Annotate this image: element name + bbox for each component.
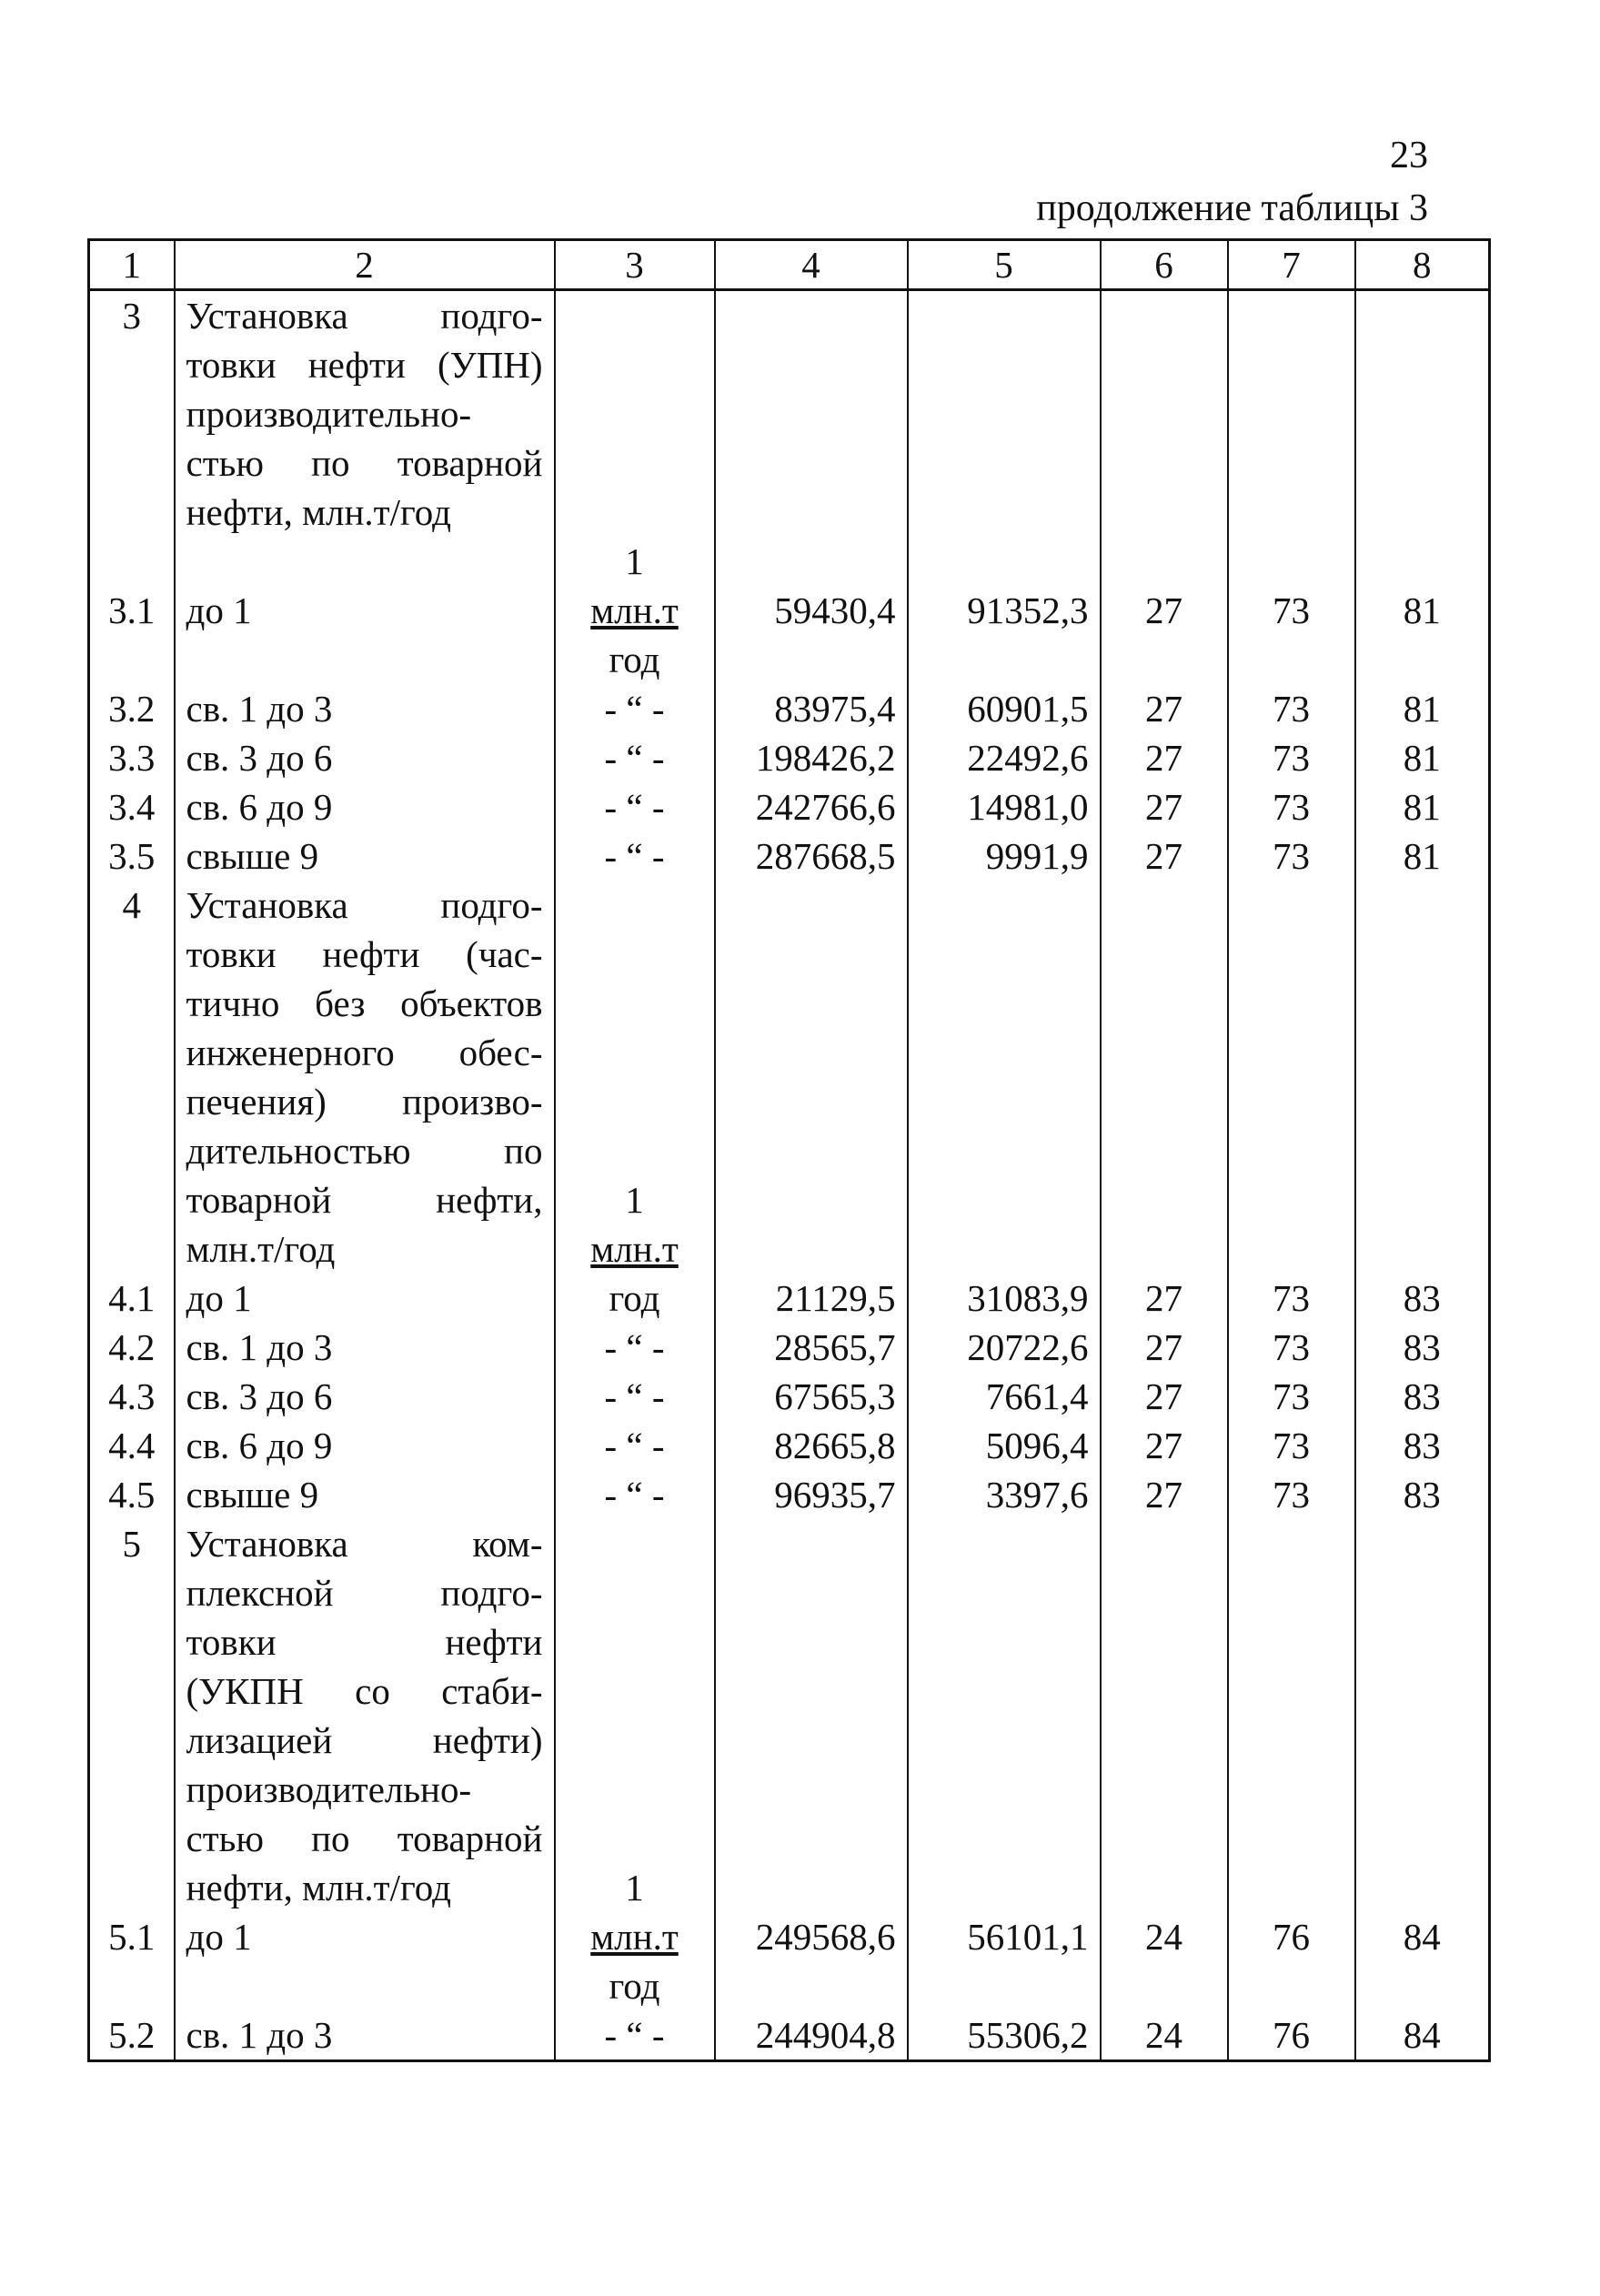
unit-cell [555,881,715,1274]
row-number: 3.3 [89,733,175,782]
group-number: 3 [89,290,175,538]
value-col5: 14981,0 [908,782,1101,831]
row-number: 3.4 [89,782,175,831]
table-row [89,684,1490,733]
group-title-line: Установка подго- [186,884,543,926]
group-title-line: дительностью по [186,1130,543,1172]
value-col6: 27 [1101,1470,1228,1519]
group-title-line: товки нефти (УПН) [186,344,543,386]
value-col4: 83975,4 [715,684,908,733]
group-title-line: стью по товарной [186,442,543,484]
row-number: 5.2 [89,2010,175,2061]
value-col5: 7661,4 [908,1372,1101,1421]
value-col8: 84 [1355,2010,1490,2061]
group-title-line: инженерного обес- [186,1032,543,1073]
row-number: 4.2 [89,1323,175,1372]
group-title-line: товарной нефти, [186,1179,543,1221]
row-number: 3.5 [89,831,175,881]
unit-numerator: млн.т [590,1228,679,1270]
row-name: св. 1 до 3 [175,684,555,733]
column-header: 8 [1355,240,1490,290]
value-col6: 27 [1101,831,1228,881]
value-col5: 91352,3 [967,589,1089,631]
unit-amount: 1 [625,1179,644,1221]
row-name: св. 1 до 3 [175,1323,555,1372]
value-col4: 244904,8 [715,2010,908,2061]
unit-ditto: - “ - [555,1372,715,1421]
value-col8: 81 [1355,782,1490,831]
group-title-line: производительно- [186,393,472,435]
group-number: 4 [89,881,175,1274]
row-number: 3.1 [108,589,156,631]
group-title-line: стью по товарной [186,1818,543,1859]
value-col4: 21129,5 [715,1274,908,1323]
unit-cell [555,1912,715,2010]
value-col5: 3397,6 [908,1470,1101,1519]
value-col6: 27 [1101,1323,1228,1372]
value-col5: 20722,6 [908,1323,1101,1372]
group-title-line: нефти, млн.т/год [186,1867,451,1908]
table-row [89,1372,1490,1421]
group-title-line: Установка ком- [186,1523,543,1565]
row-name: св. 6 до 9 [175,782,555,831]
group-number: 5 [89,1519,175,1912]
value-col8: 83 [1355,1421,1490,1470]
unit-denominator: год [609,639,660,680]
row-name: до 1 [175,1912,555,2010]
value-col6: 27 [1101,684,1228,733]
unit-numerator: млн.т [590,1916,679,1958]
value-col8: 83 [1355,1470,1490,1519]
table-row [89,1421,1490,1470]
unit-ditto: - “ - [555,1323,715,1372]
unit-ditto: - “ - [555,2010,715,2061]
group-title-row [89,1519,1490,1912]
value-col8: 81 [1403,589,1441,631]
column-header: 3 [555,240,715,290]
row-name: свыше 9 [175,831,555,881]
group-title-line: тично без объектов [186,982,543,1024]
table-row [89,733,1490,782]
table-continuation-caption: продолжение таблицы 3 [1036,187,1428,229]
column-header: 2 [175,240,555,290]
table-row [89,1470,1490,1519]
value-col8: 81 [1355,831,1490,881]
row-number: 4.3 [89,1372,175,1421]
value-col4: 287668,5 [715,831,908,881]
column-header: 5 [908,240,1101,290]
value-col4: 242766,6 [715,782,908,831]
value-col4: 96935,7 [715,1470,908,1519]
value-col8: 81 [1355,733,1490,782]
value-col8: 81 [1355,684,1490,733]
unit-denominator: год [609,1965,660,2007]
row-name: св. 3 до 6 [175,733,555,782]
table-row [89,537,1490,684]
value-col6: 24 [1101,2010,1228,2061]
value-col4: 28565,7 [715,1323,908,1372]
table-row [89,2010,1490,2061]
value-col7: 76 [1228,1912,1355,2010]
unit-ditto: - “ - [555,733,715,782]
value-col6: 27 [1101,1421,1228,1470]
column-header: 7 [1228,240,1355,290]
column-header: 6 [1101,240,1228,290]
value-col4: 249568,6 [715,1912,908,2010]
value-col7: 73 [1228,684,1355,733]
row-name: до 1 [175,1274,555,1323]
value-col6: 24 [1101,1912,1228,2010]
value-col8: 83 [1355,1372,1490,1421]
group-title-line: плексной подго- [186,1572,543,1614]
group-title [175,290,555,538]
unit-numerator: млн.т [590,589,679,631]
value-col5: 5096,4 [908,1421,1101,1470]
value-col7: 73 [1228,831,1355,881]
unit-amount: 1 [625,540,644,582]
group-title-line: (УКПН со стаби- [186,1670,543,1712]
row-name: свыше 9 [175,1470,555,1519]
group-title-line: производительно- [186,1768,472,1810]
row-number: 4.1 [89,1274,175,1323]
unit-denominator: год [555,1274,715,1323]
group-title [175,1519,555,1912]
value-col4: 82665,8 [715,1421,908,1470]
data-table [87,238,1491,2062]
table-row [89,1323,1490,1372]
group-title-line: печения) произво- [186,1081,543,1123]
value-col7: 73 [1228,733,1355,782]
value-col7: 76 [1228,2010,1355,2061]
value-col7: 73 [1273,589,1310,631]
row-number: 4.4 [89,1421,175,1470]
row-name: св. 6 до 9 [175,1421,555,1470]
unit-amount: 1 [625,1867,644,1908]
value-col5: 22492,6 [908,733,1101,782]
value-col7: 73 [1228,782,1355,831]
value-col8: 84 [1355,1912,1490,2010]
header-row [89,240,1490,290]
group-title [175,881,555,1274]
group-title-row [89,881,1490,1274]
value-col5: 60901,5 [908,684,1101,733]
group-title-line: нефти, млн.т/год [186,491,451,533]
value-col4: 59430,4 [774,589,896,631]
value-col8: 83 [1355,1323,1490,1372]
unit-ditto: - “ - [555,782,715,831]
value-col4: 67565,3 [715,1372,908,1421]
group-title-line: млн.т/год [186,1228,336,1270]
value-col6: 27 [1101,733,1228,782]
value-col7: 73 [1228,1323,1355,1372]
value-col6: 27 [1101,782,1228,831]
unit-ditto: - “ - [555,684,715,733]
unit-cell [555,537,715,684]
table-row [89,831,1490,881]
row-number: 5.1 [89,1912,175,2010]
value-col8: 83 [1355,1274,1490,1323]
row-number: 3.2 [89,684,175,733]
column-header: 4 [715,240,908,290]
value-col7: 73 [1228,1470,1355,1519]
row-number: 4.5 [89,1470,175,1519]
value-col6: 27 [1145,589,1182,631]
value-col6: 27 [1101,1372,1228,1421]
value-col5: 9991,9 [908,831,1101,881]
page-number: 23 [1390,135,1428,176]
table-row [89,1274,1490,1323]
value-col5: 56101,1 [908,1912,1101,2010]
table-row [89,782,1490,831]
row-name: до 1 [186,589,252,631]
group-title-line: товки нефти (час- [186,933,543,975]
unit-cell [555,1519,715,1912]
unit-ditto: - “ - [555,1470,715,1519]
group-title-line: товки нефти [186,1621,543,1663]
unit-ditto: - “ - [555,1421,715,1470]
value-col4: 198426,2 [715,733,908,782]
row-name: св. 3 до 6 [175,1372,555,1421]
value-col7: 73 [1228,1421,1355,1470]
group-title-line: лизацией нефти) [186,1719,543,1761]
group-title-line: Установка подго- [186,295,543,337]
value-col7: 73 [1228,1274,1355,1323]
unit-ditto: - “ - [555,831,715,881]
value-col6: 27 [1101,1274,1228,1323]
group-title-row [89,290,1490,538]
value-col7: 73 [1228,1372,1355,1421]
table-row [89,1912,1490,2010]
column-header: 1 [89,240,175,290]
row-name: св. 1 до 3 [175,2010,555,2061]
value-col5: 31083,9 [908,1274,1101,1323]
value-col5: 55306,2 [908,2010,1101,2061]
